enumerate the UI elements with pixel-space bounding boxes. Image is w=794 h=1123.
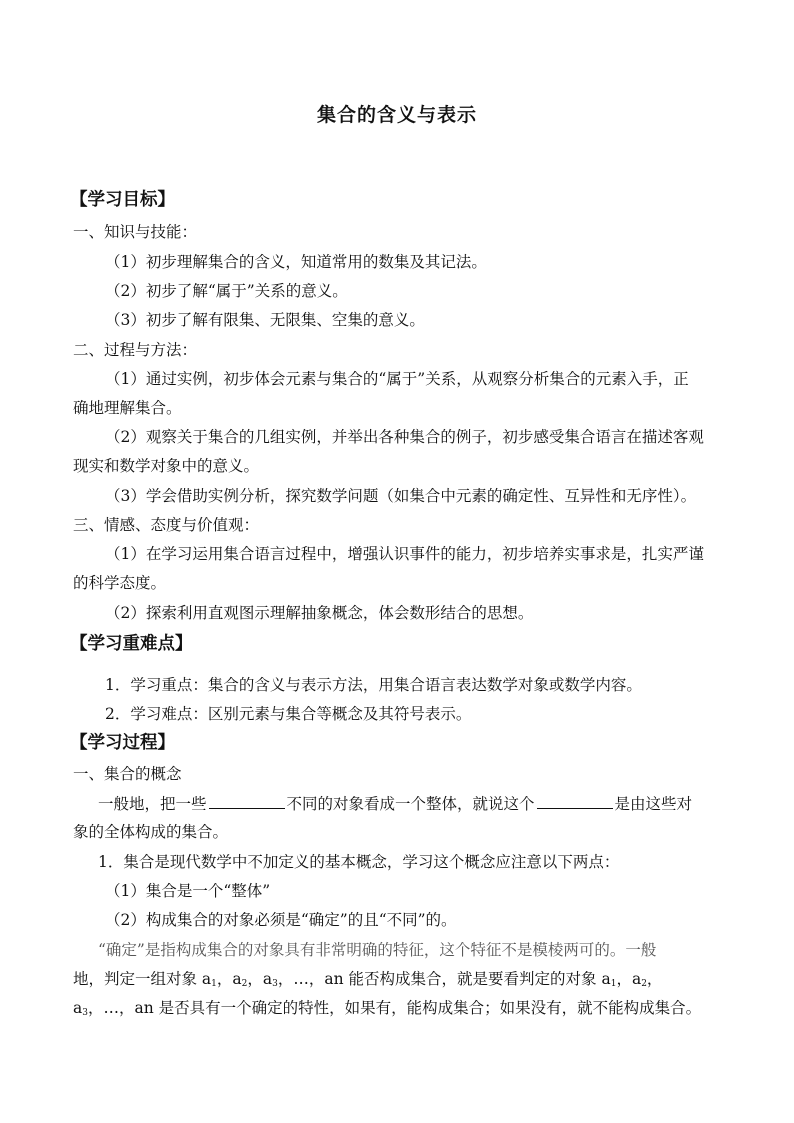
subscript: 3: [272, 979, 278, 989]
definition-text: 是由这些对: [614, 795, 693, 813]
goal-item: （1）在学习运用集合语言过程中，增强认识事件的能力，初步培养实事求是，扎实严谨: [105, 545, 704, 563]
explanation-line: [73, 998, 701, 1023]
explanation-line: [73, 969, 662, 994]
section-heading-process: 【学习过程】: [70, 733, 175, 753]
note-item: 1．集合是现代数学中不加定义的基本概念，学习这个概念应注意以下两点：: [98, 853, 620, 871]
definition-line: [98, 793, 692, 814]
note-subitem: （2）构成集合的对象必须是“确定”的且“不同”的。: [105, 911, 457, 929]
explanation-text: a: [73, 999, 83, 1017]
fill-in-blank: [537, 793, 613, 809]
goal-heading-1: 一、知识与技能：: [73, 223, 198, 241]
goal-item: （1）通过实例，初步体会元素与集合的“属于”关系，从观察分析集合的元素入手，正: [105, 370, 689, 388]
explanation-text: ，a: [216, 970, 242, 988]
goal-heading-2: 二、过程与方法：: [73, 341, 198, 359]
key-point-item: 1．学习重点：集合的含义与表示方法，用集合语言表达数学对象或数学内容。: [105, 676, 642, 694]
fill-in-blank: [209, 793, 285, 809]
goal-item: （2）初步了解“属于”关系的意义。: [105, 282, 348, 300]
subscript: 2: [241, 979, 248, 989]
goal-item-continued: 确地理解集合。: [73, 399, 182, 417]
key-point-item: 2．学习难点：区别元素与集合等概念及其符号表示。: [105, 705, 472, 723]
explanation-text: ，a: [247, 970, 273, 988]
process-heading-1: 一、集合的概念: [73, 765, 182, 783]
goal-item-continued: 的科学态度。: [73, 574, 167, 592]
subscript: 1: [211, 979, 217, 989]
definition-text: 一般地，把一些: [98, 795, 207, 813]
page-title: 集合的含义与表示: [316, 104, 477, 126]
note-subitem: （1）集合是一个“整体”: [105, 882, 271, 900]
explanation-text: ，a: [616, 970, 642, 988]
goal-item: （2）探索利用直观图示理解抽象概念，体会数形结合的思想。: [105, 604, 534, 622]
subscript: 2: [641, 979, 647, 989]
definition-line-continued: 象的全体构成的集合。: [73, 823, 229, 841]
explanation-text: ，: [646, 970, 663, 988]
definition-text: 不同的对象看成一个整体，就说这个: [286, 795, 535, 813]
section-heading-key-points: 【学习重难点】: [70, 634, 193, 654]
explanation-text: 地，判定一组对象 a: [73, 970, 212, 988]
goal-item: （3）学会借助实例分析，探究数学问题（如集合中元素的确定性、互异性和无序性）。: [105, 487, 697, 505]
explanation-text: ，…，an 能否构成集合，就是要看判定的对象 a: [277, 970, 611, 988]
goal-item-continued: 现实和数学对象中的意义。: [73, 457, 260, 475]
goal-item: （1）初步理解集合的含义，知道常用的数集及其记法。: [105, 253, 487, 271]
goal-item: （3）初步了解有限集、无限集、空集的意义。: [105, 311, 425, 329]
goal-heading-3: 三、情感、态度与价值观：: [73, 516, 260, 534]
subscript: 3: [82, 1008, 88, 1018]
section-heading-goals: 【学习目标】: [70, 190, 175, 210]
goal-item: （2）观察关于集合的几组实例，并举出各种集合的例子，初步感受集合语言在描述客观: [105, 428, 704, 446]
explanation-text: ，…，an 是否具有一个确定的特性，如果有，能构成集合；如果没有，就不能构成集合。: [87, 999, 702, 1017]
explanation-line: “确定”是指构成集合的对象具有非常明确的特征，这个特征不是模棱两可的。一般: [98, 941, 657, 959]
subscript: 1: [610, 979, 617, 989]
